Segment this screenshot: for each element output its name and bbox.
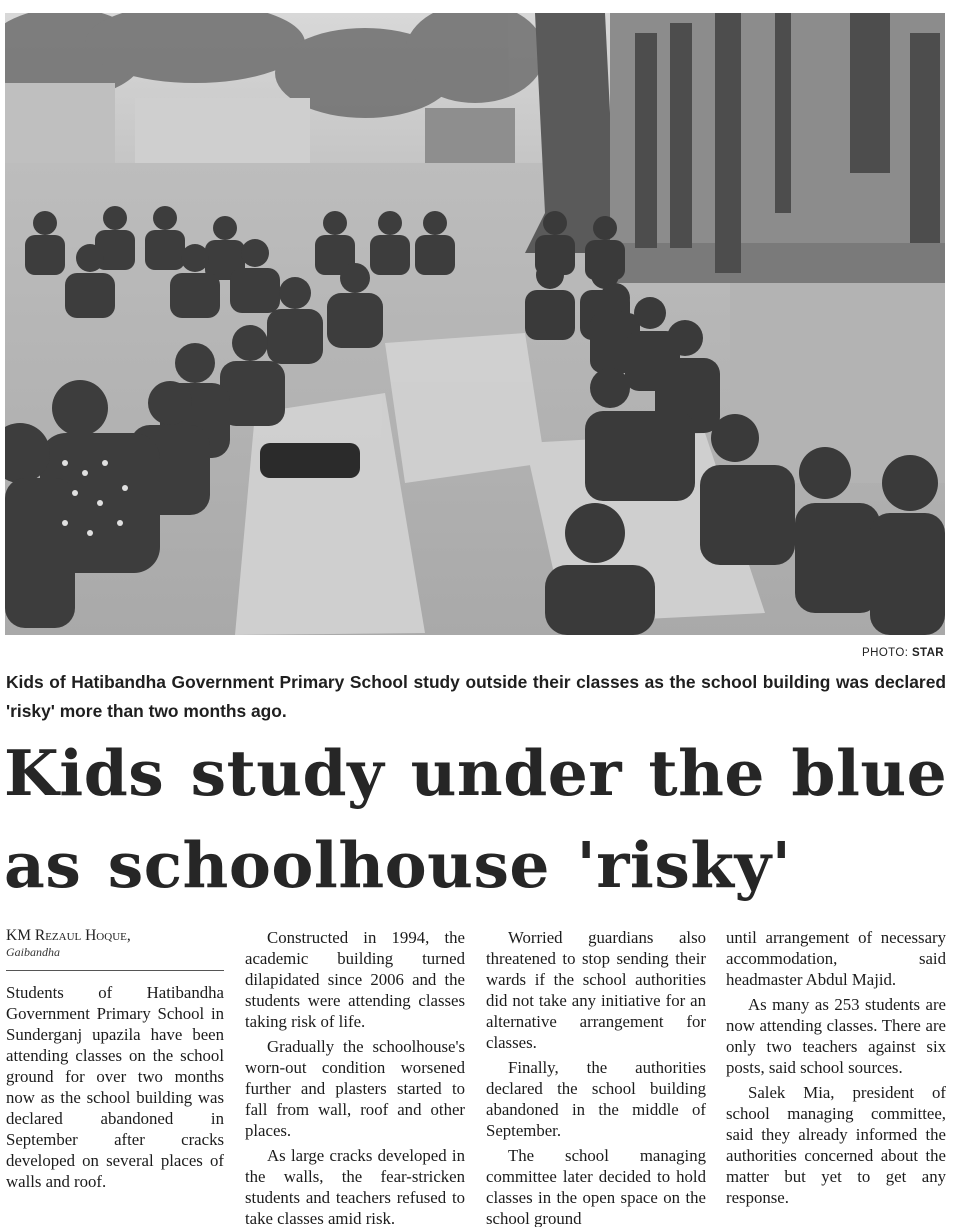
article-paragraph: Worried guardians also threatened to stop sending their wards if the school authorities did not take any initiative for an alternative arrangement for classes. xyxy=(486,928,706,1052)
article-paragraph: Salek Mia, president of school managing committee, said they already informed the authorities concerned about the matter but yet to get any response. xyxy=(726,1083,946,1207)
article-paragraph: Gradually the schoolhouse's worn-out condition worsened further and plasters started to fall from wall, roof and other places. xyxy=(245,1037,465,1140)
article-paragraph: until arrangement of necessary accommodation, said headmaster Abdul Majid. xyxy=(726,928,946,989)
article-column-3 xyxy=(486,927,706,1227)
article-paragraph: As many as 253 students are now attending classes. There are only two teachers against six posts, said school sources. xyxy=(726,995,946,1077)
news-photo xyxy=(5,13,945,635)
article-column-2 xyxy=(245,927,465,1227)
article-paragraph: Constructed in 1994, the academic building turned dilapidated since 2006 and the students were attending classes taking risk of life. xyxy=(245,928,465,1031)
article-column-1 xyxy=(6,982,224,1196)
byline-location: Gaibandha xyxy=(6,945,60,959)
byline-divider xyxy=(6,970,224,971)
headline-line-1: Kids study under the blue xyxy=(4,736,948,810)
news-photo-illustration xyxy=(5,13,945,635)
headline-line-2: as schoolhouse 'risky' xyxy=(4,828,792,902)
headline xyxy=(4,727,952,911)
photo-caption: Kids of Hatibandha Government Primary School study outside their classes as the school building was declared 'risky' more than two months ago. xyxy=(6,672,946,721)
article-paragraph: Finally, the authorities declared the school building abandoned in the middle of September. xyxy=(486,1058,706,1140)
photo-credit-label: PHOTO: xyxy=(862,647,909,659)
photo-credit-name: STAR xyxy=(911,647,944,659)
article-paragraph: As large cracks developed in the walls, the fear-stricken students and teachers refused to take classes amid risk. xyxy=(245,1146,465,1227)
article-paragraph: The school managing committee later decided to hold classes in the open space on the school ground xyxy=(486,1146,706,1227)
article-column-4 xyxy=(726,927,946,1212)
byline xyxy=(6,927,224,959)
byline-author: KM Rezaul Hoque, xyxy=(6,927,131,944)
photo-credit xyxy=(862,647,944,659)
article-paragraph: Students of Hatibandha Government Primary School in Sunderganj upazila have been attending classes on the school ground for over two months now as the school building was declared abandoned in September after cracks developed on several places of walls and roof. xyxy=(6,983,224,1191)
